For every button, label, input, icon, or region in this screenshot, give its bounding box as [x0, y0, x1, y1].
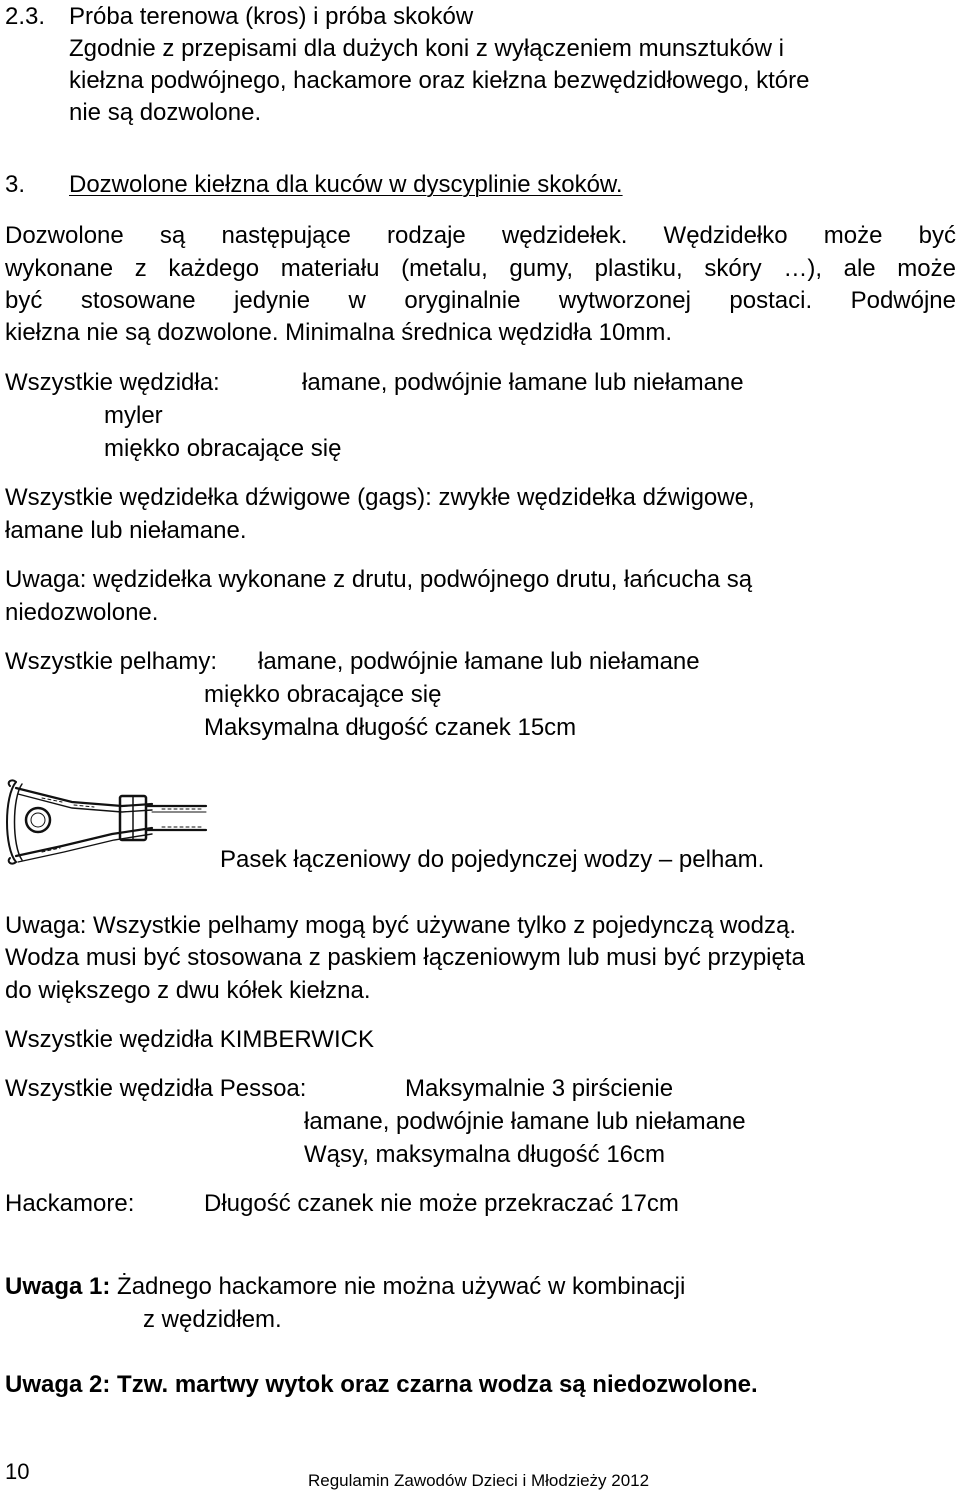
paragraph-line: kiełzna podwójnego, hackamore oraz kiełzna bezwędzidłowego, które — [69, 67, 810, 94]
kimberwick-line: Wszystkie wędzidła KIMBERWICK — [5, 1026, 374, 1053]
pessoa-item: łamane, podwójnie łamane lub niełamane — [304, 1108, 746, 1135]
paragraph-line: wykonane z każdego materiału (metalu, gumy, plastiku, skóry …), ale może — [5, 255, 956, 282]
hackamore-label: Hackamore: — [5, 1190, 135, 1217]
note-text: Żadnego hackamore nie można używać w kombinacji — [117, 1273, 686, 1300]
footer-title: Regulamin Zawodów Dzieci i Młodzieży 2012 — [308, 1471, 650, 1490]
paragraph-line: Uwaga: Wszystkie pelhamy mogą być używane tylko z pojedynczą wodzą. — [5, 912, 797, 939]
figure-caption: Pasek łączeniowy do pojedynczej wodzy – pelham. — [220, 846, 765, 873]
pelhams-item: miękko obracające się — [204, 681, 442, 708]
snaffles-item: myler — [104, 402, 163, 429]
pelhams-item: łamane, podwójnie łamane lub niełamane — [258, 648, 700, 675]
paragraph-line: nie są dozwolone. — [69, 99, 262, 126]
pessoa-item: Maksymalnie 3 pirścienie — [405, 1075, 674, 1102]
hackamore-value: Długość czanek nie może przekraczać 17cm — [204, 1190, 679, 1217]
section-number: 3. — [5, 171, 26, 198]
paragraph-line: Dozwolone są następujące rodzaje wędzidełek. Wędzidełko może być — [5, 222, 956, 249]
paragraph-line: Zgodnie z przepisami dla dużych koni z wyłączeniem munsztuków i — [69, 35, 784, 62]
snaffles-item: łamane, podwójnie łamane lub niełamane — [302, 369, 744, 396]
pelhams-label: Wszystkie pelhamy: — [5, 648, 218, 675]
note-2 — [5, 1370, 758, 1400]
section-title: Próba terenowa (kros) i próba skoków — [69, 3, 474, 30]
pelham-connector-strap-illustration — [2, 776, 208, 868]
pelhams-item: Maksymalna długość czanek 15cm — [204, 714, 577, 741]
note-continuation: z wędzidłem. — [143, 1306, 282, 1333]
note-text: Tzw. martwy wytok oraz czarna wodza są niedozwolone. — [117, 1371, 758, 1398]
note-1 — [5, 1272, 685, 1302]
section-3-heading — [5, 170, 623, 200]
page-number: 10 — [5, 1459, 30, 1484]
pessoa-label: Wszystkie wędzidła Pessoa: — [5, 1075, 307, 1102]
paragraph-line: niedozwolone. — [5, 599, 159, 626]
paragraph-line: Wszystkie wędzidełka dźwigowe (gags): zwykłe wędzidełka dźwigowe, — [5, 484, 755, 511]
paragraph-line: Wodza musi być stosowana z paskiem łączeniowym lub musi być przypięta — [5, 944, 805, 971]
note-label: Uwaga 2: — [5, 1371, 111, 1398]
paragraph-line: być stosowane jedynie w oryginalnie wytworzonej postaci. Podwójne — [5, 287, 956, 314]
paragraph-line: do większego z dwu kółek kiełzna. — [5, 977, 371, 1004]
pessoa-item: Wąsy, maksymalna długość 16cm — [304, 1141, 666, 1168]
section-title: Dozwolone kiełzna dla kuców w dyscyplinie skoków. — [69, 171, 623, 198]
paragraph-line: Uwaga: wędzidełka wykonane z drutu, podwójnego drutu, łańcucha są — [5, 566, 753, 593]
paragraph-line: kiełzna nie są dozwolone. Minimalna średnica wędzidła 10mm. — [5, 319, 672, 346]
section-2-3-heading — [5, 2, 474, 32]
snaffles-item: miękko obracające się — [104, 435, 342, 462]
paragraph-line: łamane lub niełamane. — [5, 517, 247, 544]
section-number: 2.3. — [5, 3, 46, 30]
snaffles-label: Wszystkie wędzidła: — [5, 369, 220, 396]
note-label: Uwaga 1: — [5, 1273, 111, 1300]
